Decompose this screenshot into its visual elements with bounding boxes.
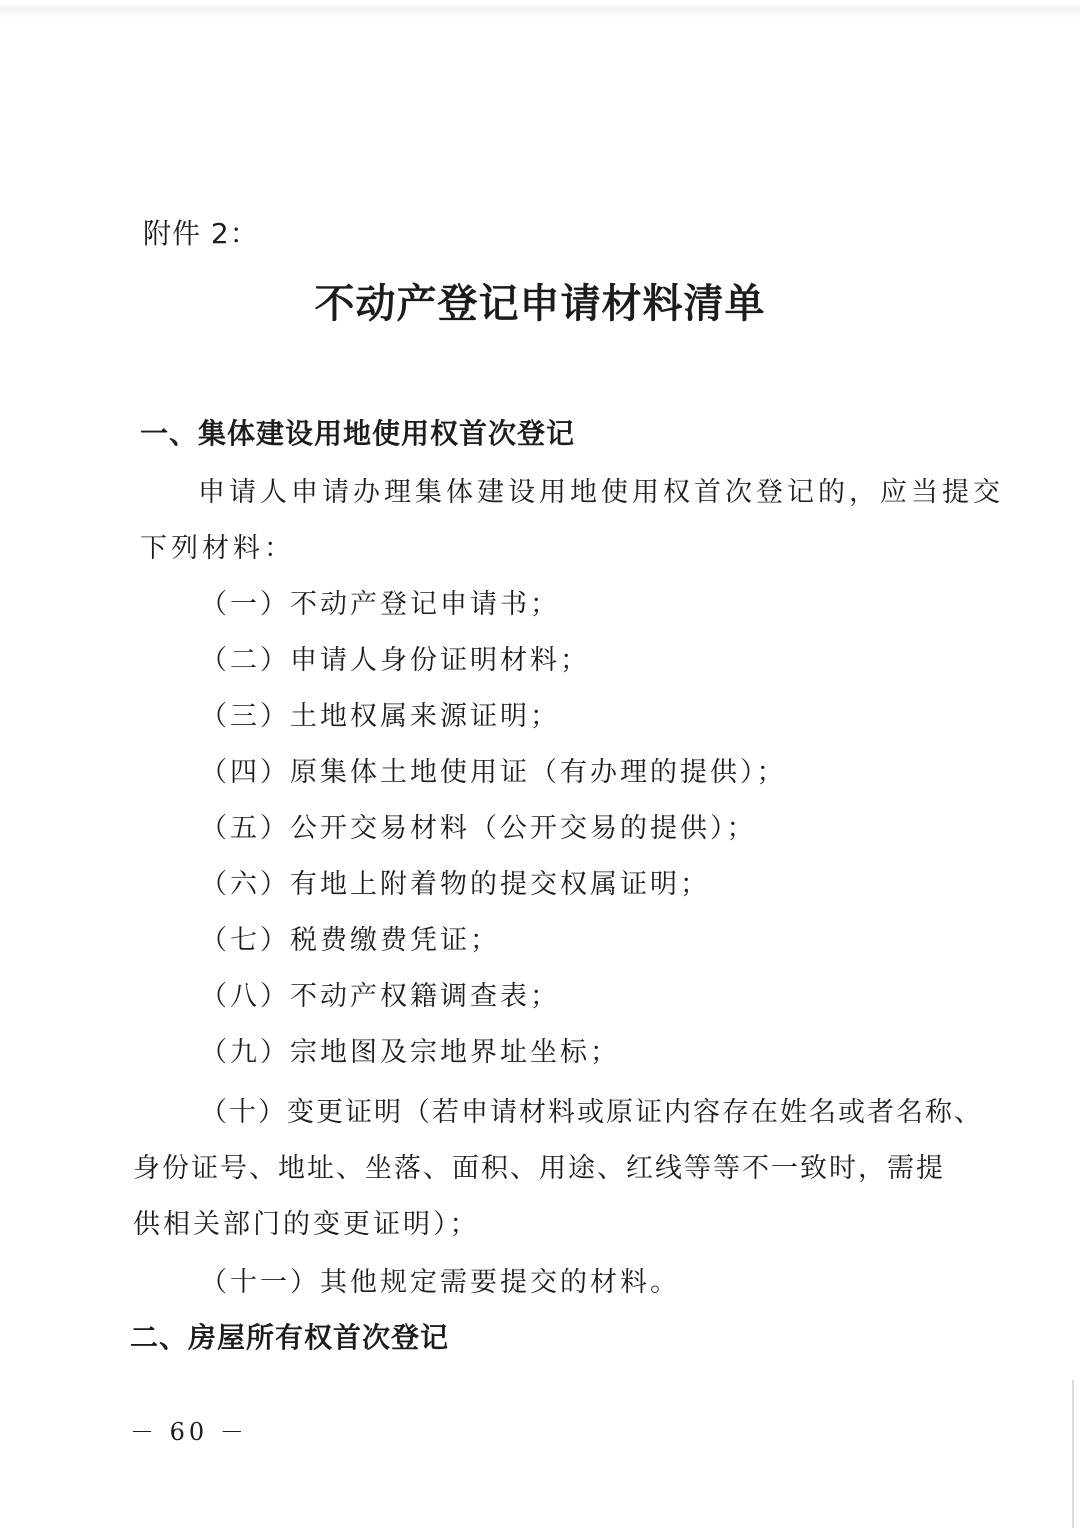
list-item-8: （八）不动产权籍调查表； (200, 981, 560, 1012)
list-item-7: （七）税费缴费凭证； (200, 925, 500, 956)
list-item-6: （六）有地上附着物的提交权属证明； (200, 869, 710, 900)
list-item-1: （一）不动产登记申请书； (200, 589, 560, 620)
page-number: － 60 － (130, 1418, 248, 1446)
list-item-2: （二）申请人身份证明材料； (200, 645, 590, 676)
intro-line-2: 下列材料： (140, 533, 295, 564)
list-item-5: （五）公开交易材料（公开交易的提供）； (200, 813, 757, 844)
scan-top-edge (0, 6, 1080, 18)
document-title: 不动产登记申请材料清单 (314, 280, 766, 327)
section-heading-1: 一、集体建设用地使用权首次登记 (140, 417, 576, 450)
section-heading-2: 二、房屋所有权首次登记 (130, 1321, 450, 1354)
list-item-9: （九）宗地图及宗地界址坐标； (200, 1037, 620, 1068)
list-item-11: （十一）其他规定需要提交的材料。 (200, 1267, 680, 1298)
attachment-label: 附件 2： (143, 217, 259, 250)
list-item-10-line-3: 供相关部门的变更证明）； (133, 1209, 480, 1240)
list-item-10-line-1: （十）变更证明（若申请材料或原证内容存在姓名或者名称、 (200, 1097, 983, 1128)
scan-right-edge (1072, 1380, 1074, 1528)
list-item-3: （三）土地权属来源证明； (200, 701, 560, 732)
intro-line-1: 申请人申请办理集体建设用地使用权首次登记的，应当提交 (198, 477, 1004, 508)
list-item-4: （四）原集体土地使用证（有办理的提供）； (200, 757, 787, 788)
list-item-10-line-2: 身份证号、地址、坐落、面积、用途、红线等等不一致时，需提 (133, 1153, 945, 1184)
